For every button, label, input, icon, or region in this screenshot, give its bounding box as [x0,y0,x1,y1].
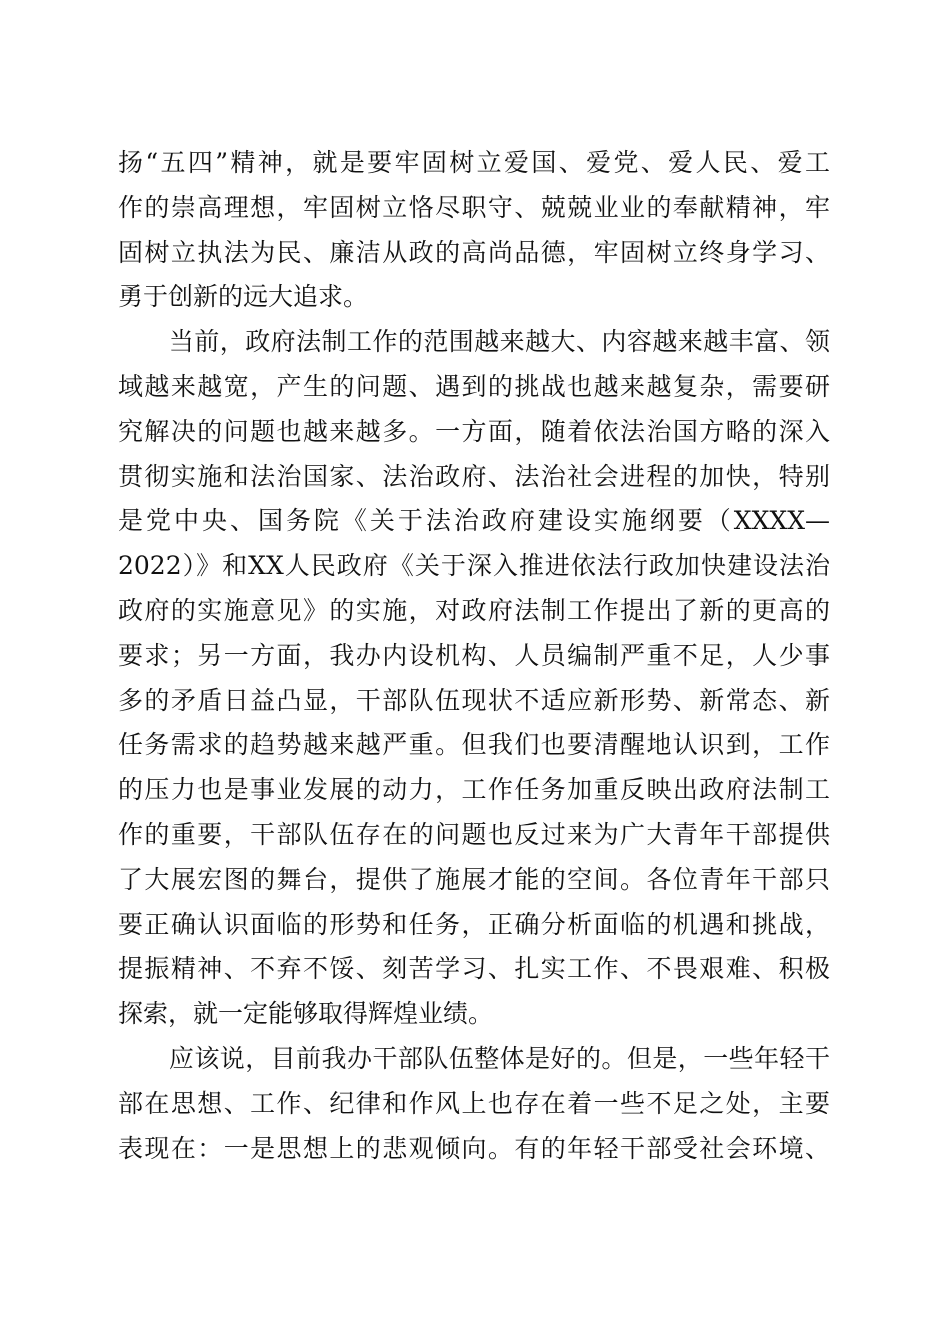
text-line: 勇于创新的远大追求。 [118,282,369,312]
text-line: 政府的实施意见》的实施，对政府法制工作提出了新的更高的 [118,595,830,625]
text-line: 多的矛盾日益凸显，干部队伍现状不适应新形势、新常态、新 [118,685,830,715]
paragraph-3 [118,1037,830,1171]
text-line: 了大展宏图的舞台，提供了施展才能的空间。各位青年干部只 [118,864,830,894]
paragraph-1 [118,141,830,320]
text-line: 任务需求的趋势越来越严重。但我们也要清醒地认识到，工作 [118,730,830,760]
text-line: 2022）》和XX人民政府《关于深入推进依法行政加快建设法治 [118,551,830,581]
text-line: 探索，就一定能够取得辉煌业绩。 [118,999,494,1029]
text-line: 域越来越宽，产生的问题、遇到的挑战也越来越复杂，需要研 [118,371,830,401]
text-line: 作的重要，干部队伍存在的问题也反过来为广大青年干部提供 [118,819,830,849]
text-line: 提振精神、不弃不馁、刻苦学习、扎实工作、不畏艰难、积极 [118,954,830,984]
text-line: 扬“五四”精神，就是要牢固树立爱国、爱党、爱人民、爱工 [118,148,830,177]
document-body [118,141,830,1171]
text-line: 贯彻实施和法治国家、法治政府、法治社会进程的加快，特别 [118,461,830,491]
text-line: 是党中央、国务院《关于法治政府建设实施纲要（XXXX— [118,506,830,536]
text-line: 究解决的问题也越来越多。一方面，随着依法治国方略的深入 [118,416,830,446]
text-line: 固树立执法为民、廉洁从政的高尚品德，牢固树立终身学习、 [118,237,830,267]
text-line: 要正确认识面临的形势和任务，正确分析面临的机遇和挑战， [118,909,830,939]
paragraph-2 [118,320,830,1037]
text-line: 表现在：一是思想上的悲观倾向。有的年轻干部受社会环境、 [118,1133,830,1163]
text-line: 部在思想、工作、纪律和作风上也存在着一些不足之处，主要 [118,1088,830,1118]
text-line: 要求；另一方面，我办内设机构、人员编制严重不足，人少事 [118,640,830,670]
text-line: 应该说，目前我办干部队伍整体是好的。但是，一些年轻干 [118,1043,830,1073]
text-line: 当前，政府法制工作的范围越来越大、内容越来越丰富、领 [118,327,830,357]
text-line: 的压力也是事业发展的动力，工作任务加重反映出政府法制工 [118,775,830,805]
text-line: 作的崇高理想，牢固树立恪尽职守、兢兢业业的奉献精神，牢 [118,192,830,222]
